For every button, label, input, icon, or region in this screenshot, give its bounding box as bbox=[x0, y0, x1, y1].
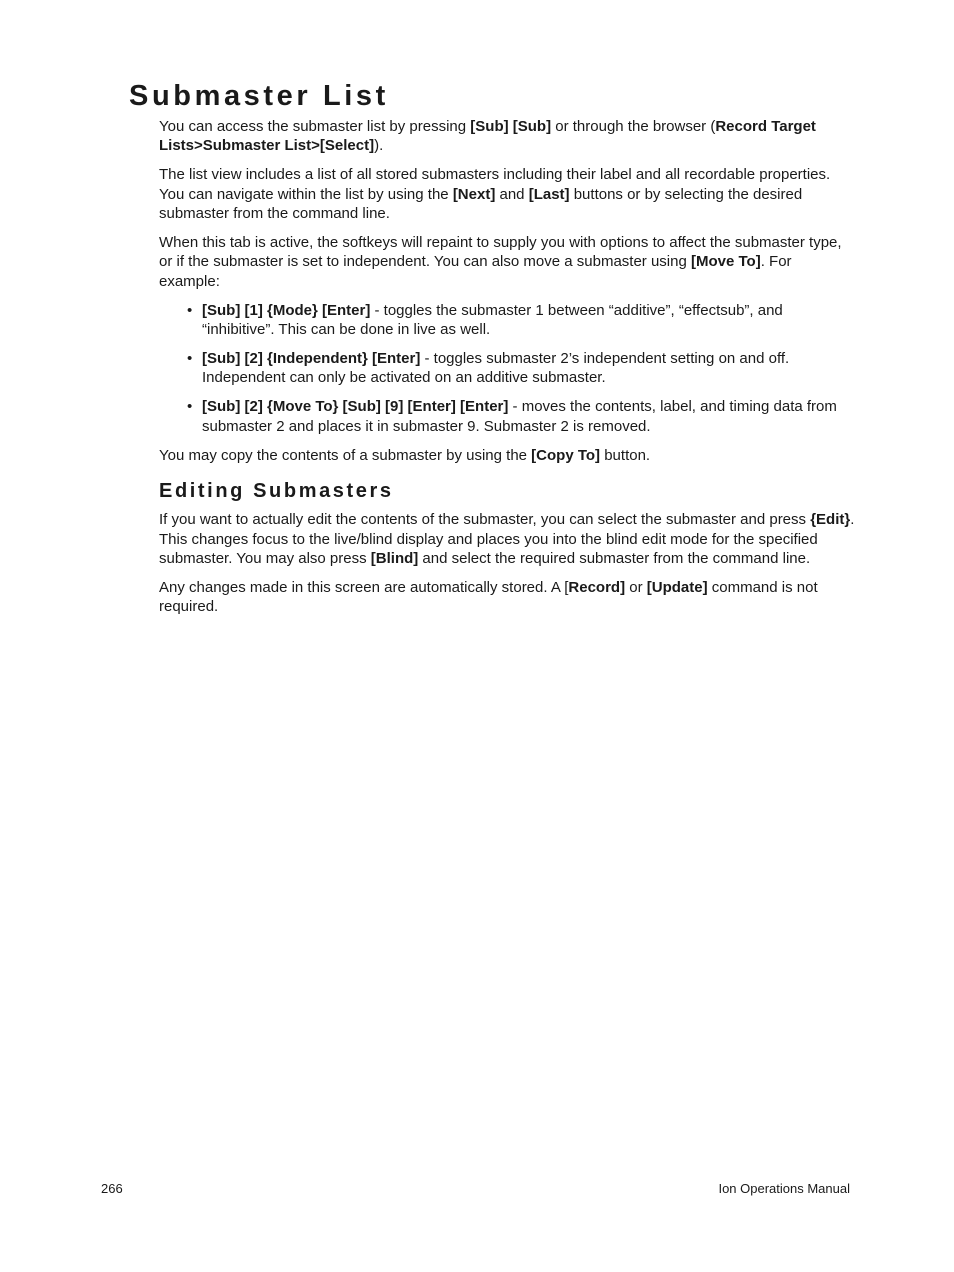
key-last: [Last] bbox=[528, 185, 570, 203]
key-sub-sub: [Sub] [Sub] bbox=[470, 118, 552, 135]
command-sequence: [Sub] [1] {Mode} [Enter] bbox=[202, 301, 371, 319]
text-run: Any changes made in this screen are automatically stored. A [ bbox=[159, 578, 569, 596]
text-run: If you want to actually edit the contents of the submaster, you can select the submaster and press bbox=[159, 511, 811, 529]
bullet-icon: • bbox=[187, 350, 193, 368]
command-sequence: [Sub] [2] {Independent} [Enter] bbox=[202, 350, 421, 368]
browser-path: Record Target Lists>Submaster List>[Select] bbox=[159, 118, 816, 155]
key-blind: [Blind] bbox=[370, 549, 419, 567]
text-run: . For example: bbox=[159, 253, 792, 290]
text-run: buttons or by selecting the desired submaster from the command line. bbox=[159, 185, 803, 223]
key-move-to: [Move To] bbox=[690, 253, 761, 271]
page-number: 266 bbox=[101, 1181, 123, 1196]
text-run: and bbox=[495, 185, 529, 203]
page-title: Submaster List bbox=[129, 80, 389, 112]
manual-title: Ion Operations Manual bbox=[718, 1181, 850, 1196]
softkeys-paragraph bbox=[159, 233, 855, 291]
text-run: You may copy the contents of a submaster by using the bbox=[159, 446, 532, 464]
key-record: Record] bbox=[568, 578, 626, 596]
main-content bbox=[159, 117, 855, 626]
command-sequence: [Sub] [2] {Move To} [Sub] [9] [Enter] [Enter] bbox=[202, 398, 509, 416]
section-heading: Editing Submasters bbox=[159, 480, 394, 503]
command-description: - toggles the submaster 1 between “additive”, “effectsub”, and “inhibitive”. This can be done in live as well. bbox=[202, 301, 783, 339]
key-next: [Next] bbox=[452, 185, 496, 203]
softkey-edit: {Edit} bbox=[810, 511, 851, 529]
list-view-paragraph bbox=[159, 165, 855, 223]
key-update: [Update] bbox=[646, 578, 708, 596]
text-run: command is not required. bbox=[159, 578, 818, 616]
edit-paragraph bbox=[159, 510, 855, 568]
access-paragraph bbox=[159, 117, 855, 156]
text-run: or bbox=[625, 578, 647, 596]
list-item bbox=[159, 349, 855, 388]
command-description: - moves the contents, label, and timing data from submaster 2 and places it in submaster 9. Submaster 2 is removed. bbox=[202, 398, 837, 435]
text-run: button. bbox=[600, 446, 651, 464]
key-copy-to: [Copy To] bbox=[531, 446, 601, 464]
text-run: or through the browser ( bbox=[551, 118, 716, 135]
text-run: When this tab is active, the softkeys will repaint to supply you with options to affect the submaster type, or if the submaster is set to independent. You can also move a submaster using bbox=[159, 234, 842, 271]
bullet-icon: • bbox=[187, 398, 193, 416]
list-item bbox=[159, 397, 855, 436]
text-run: You can access the submaster list by pressing bbox=[159, 118, 471, 135]
text-run: ). bbox=[374, 137, 384, 155]
copy-paragraph bbox=[159, 446, 855, 465]
example-list bbox=[159, 301, 855, 436]
text-run: . This changes focus to the live/blind display and places you into the blind edit mode for the specified submaster. You may also press bbox=[159, 511, 855, 567]
text-run: and select the required submaster from the command line. bbox=[418, 549, 811, 567]
bullet-icon: • bbox=[187, 301, 193, 319]
text-run: The list view includes a list of all stored submasters including their label and all recordable properties. You can navigate within the list by using the bbox=[159, 166, 831, 203]
list-item bbox=[159, 301, 855, 340]
command-description: - toggles submaster 2’s independent setting on and off. Independent can only be activated on an additive submaster. bbox=[202, 350, 790, 387]
autostore-paragraph bbox=[159, 578, 855, 617]
